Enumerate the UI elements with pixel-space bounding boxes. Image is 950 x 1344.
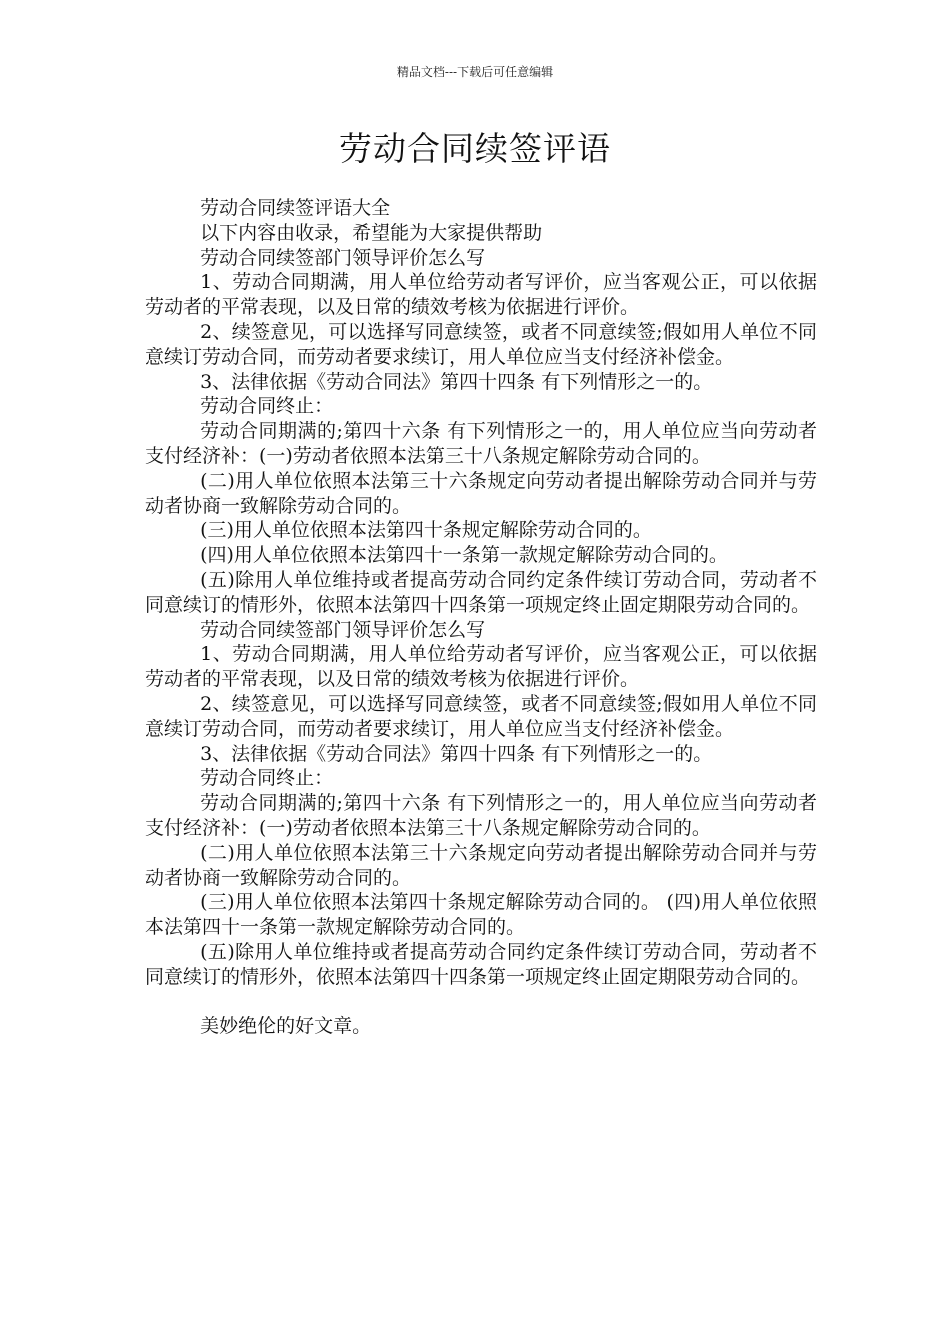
paragraph: 劳动合同续签部门领导评价怎么写 (200, 618, 486, 641)
blank-line (145, 990, 817, 1015)
paragraph: 1、劳动合同期满，用人单位给劳动者写评价，应当客观公正，可以依据劳动者的平常表现，以及日常的绩效考核为依据进行评价。 (145, 643, 817, 691)
paragraph: 3、法律依据《劳动合同法》第四十四条 有下列情形之一的。 (200, 742, 713, 765)
paragraph: 2、续签意见，可以选择写同意续签，或者不同意续签;假如用人单位不同意续订劳动合同，而劳动者要求续订，用人单位应当支付经济补偿金。 (145, 692, 817, 740)
paragraph: 劳动合同终止： (200, 395, 334, 418)
paragraph: (四)用人单位依照本法第四十一条第一款规定解除劳动合同的。 (200, 544, 728, 567)
paragraph: 劳动合同终止： (200, 767, 334, 790)
paragraph: (三)用人单位依照本法第四十条规定解除劳动合同的。 (200, 519, 652, 542)
paragraph: 劳动合同期满的;第四十六条 有下列情形之一的，用人单位应当向劳动者支付经济补：(一)劳动者依照本法第三十八条规定解除劳动合同的。 (145, 420, 817, 467)
paragraph: 劳动合同期满的;第四十六条 有下列情形之一的，用人单位应当向劳动者支付经济补：(一)劳动者依照本法第三十八条规定解除劳动合同的。 (145, 792, 817, 839)
paragraph: (二)用人单位依照本法第三十六条规定向劳动者提出解除劳动合同并与劳动者协商一致解除劳动合同的。 (145, 469, 817, 517)
paragraph: 以下内容由收录，希望能为大家提供帮助 (200, 221, 543, 244)
paragraph: 2、续签意见，可以选择写同意续签，或者不同意续签;假如用人单位不同意续订劳动合同，而劳动者要求续订，用人单位应当支付经济补偿金。 (145, 320, 817, 368)
paragraph: 3、法律依据《劳动合同法》第四十四条 有下列情形之一的。 (200, 370, 713, 393)
closing-line: 美妙绝伦的好文章。 (200, 1015, 372, 1038)
document-body (145, 196, 817, 1039)
paragraph: (五)除用人单位维持或者提高劳动合同约定条件续订劳动合同，劳动者不同意续订的情形外，依照本法第四十四条第一项规定终止固定期限劳动合同的。 (145, 940, 817, 988)
paragraph: 劳动合同续签评语大全 (200, 197, 391, 219)
paragraph: 1、劳动合同期满，用人单位给劳动者写评价，应当客观公正，可以依据劳动者的平常表现，以及日常的绩效考核为依据进行评价。 (145, 271, 817, 319)
page-header: 精品文档---下载后可任意编辑 (396, 65, 554, 79)
document-title: 劳动合同续签评语 (339, 129, 611, 168)
paragraph: (五)除用人单位维持或者提高劳动合同约定条件续订劳动合同，劳动者不同意续订的情形外，依照本法第四十四条第一项规定终止固定期限劳动合同的。 (145, 568, 817, 616)
paragraph: (二)用人单位依照本法第三十六条规定向劳动者提出解除劳动合同并与劳动者协商一致解除劳动合同的。 (145, 841, 817, 889)
paragraph: (三)用人单位依照本法第四十条规定解除劳动合同的。 (四)用人单位依照本法第四十一条第一款规定解除劳动合同的。 (145, 891, 817, 939)
paragraph: 劳动合同续签部门领导评价怎么写 (200, 246, 486, 269)
